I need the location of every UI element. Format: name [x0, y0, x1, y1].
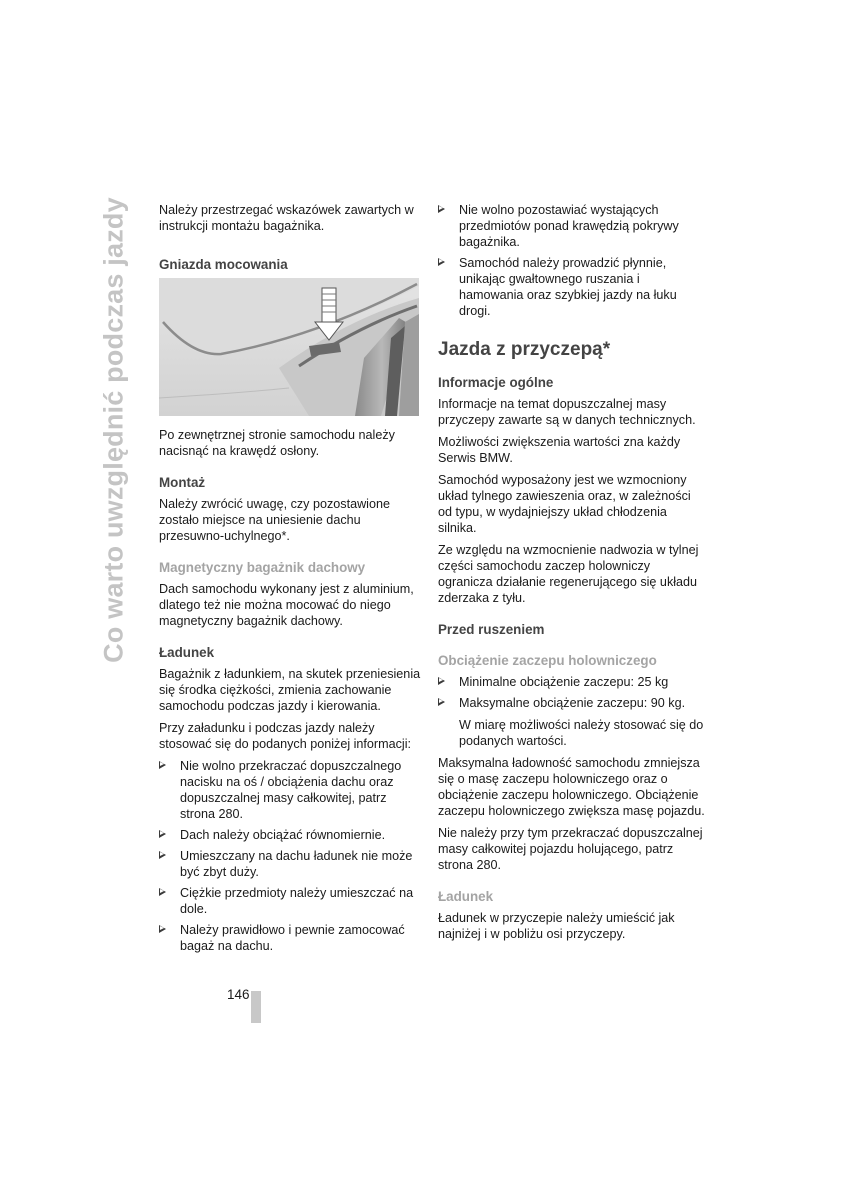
obciazenie-note: W miarę możliwości należy stosować się do podanych wartości. — [459, 718, 704, 748]
triangle-bullet-icon — [438, 205, 445, 213]
triangle-bullet-icon — [159, 830, 166, 838]
triangle-bullet-icon — [438, 258, 445, 266]
informacje-p3: Samochód wyposażony jest we wzmocniony układ tylnego zawieszenia oraz, w zależności od typu, w wydajniejszy układ chłodzenia silnika. — [438, 473, 691, 535]
ladunek-p2: Przy załadunku i podczas jazdy należy stosować się do podanych poniżej informacji: — [159, 721, 412, 751]
triangle-bullet-icon — [159, 851, 166, 859]
heading-przed: Przed ruszeniem — [438, 622, 545, 637]
heading-ladunek: Ładunek — [159, 645, 215, 660]
triangle-bullet-icon — [438, 698, 445, 706]
figure-caption: Po zewnętrznej stronie samochodu należy nacisnąć na krawędź osłony. — [159, 428, 395, 458]
triangle-bullet-icon — [159, 888, 166, 896]
section-title: Jazda z przyczepą* — [438, 339, 611, 360]
roof-bullet-list — [438, 202, 706, 319]
list-item: Nie wolno przekraczać dopuszczalnego nacisku na oś / obciążenia dachu oraz dopuszczalnej masy całkowitej, patrz strona 280. — [159, 758, 421, 822]
list-item: Minimalne obciążenie zaczepu: 25 kg — [438, 674, 706, 690]
triangle-bullet-icon — [159, 761, 166, 769]
list-item: Samochód należy prowadzić płynnie, unikając gwałtownego ruszania i hamowania oraz szybkiej jazdy na łuku drogi. — [438, 255, 706, 319]
informacje-p1: Informacje na temat dopuszczalnej masy przyczepy zawarte są w danych technicznych. — [438, 397, 696, 427]
triangle-bullet-icon — [438, 677, 445, 685]
page-number: 146 — [227, 987, 250, 1002]
intro-text: Należy przestrzegać wskazówek zawartych w instrukcji montażu bagażnika. — [159, 203, 414, 233]
list-item: Nie wolno pozostawiać wystających przedmiotów ponad krawędzią pokrywy bagażnika. — [438, 202, 706, 250]
chapter-sidebar — [86, 197, 142, 663]
informacje-p4: Ze względu na wzmocnienie nadwozia w tylnej części samochodu zaczep holowniczy ogranicza działanie regenerującego się układu zderzaka z tyłu. — [438, 543, 699, 605]
obciazenie-p2: Nie należy przy tym przekraczać dopuszczalnej masy całkowitej pojazdu holującego, patrz strona 280. — [438, 826, 703, 872]
magnetyczny-text: Dach samochodu wykonany jest z aluminium, dlatego też nie można mocować do niego magnetyczny bagażnik dachowy. — [159, 582, 414, 628]
obciazenie-p1: Maksymalna ładowność samochodu zmniejsza się o masę zaczepu holowniczego oraz o obciążenie zaczepu holowniczego. Obciążenie zaczepu holowniczego zwiększa masę pojazdu. — [438, 756, 705, 818]
list-item: Umieszczany na dachu ładunek nie może być zbyt duży. — [159, 848, 421, 880]
list-item: Dach należy obciążać równomiernie. — [159, 827, 421, 843]
left-column — [159, 202, 421, 960]
list-item: Należy prawidłowo i pewnie zamocować bagaż na dachu. — [159, 922, 421, 954]
obciazenie-bullet-list — [438, 674, 706, 711]
ladunek-p1: Bagażnik z ładunkiem, na skutek przeniesienia się środka ciężkości, zmienia zachowanie samochodu podczas jazdy i kierowania. — [159, 667, 421, 713]
heading-magnetyczny: Magnetyczny bagażnik dachowy — [159, 560, 366, 575]
right-column — [438, 202, 706, 948]
triangle-bullet-icon — [159, 925, 166, 933]
heading-informacje: Informacje ogólne — [438, 375, 554, 390]
ladunek-bullet-list — [159, 758, 421, 954]
list-item: Maksymalne obciążenie zaczepu: 90 kg. — [438, 695, 706, 711]
heading-gniazda: Gniazda mocowania — [159, 257, 288, 272]
informacje-p2: Możliwości zwiększenia wartości zna każdy Serwis BMW. — [438, 435, 681, 465]
heading-montaz: Montaż — [159, 475, 206, 490]
list-item: Ciężkie przedmioty należy umieszczać na dole. — [159, 885, 421, 917]
page-marker-bar — [251, 991, 261, 1023]
chapter-title: Co warto uwzględnić podczas jazdy — [98, 197, 129, 663]
ladunek-przyczepa-text: Ładunek w przyczepie należy umieścić jak najniżej i w pobliżu osi przyczepy. — [438, 911, 675, 941]
montaz-text: Należy zwrócić uwagę, czy pozostawione zostało miejsce na uniesienie dachu przesuwno-uchylnego*. — [159, 497, 390, 543]
heading-ladunek-przyczepa: Ładunek — [438, 889, 494, 904]
roof-mounting-point-photo — [159, 278, 419, 416]
heading-obciazenie: Obciążenie zaczepu holowniczego — [438, 653, 657, 668]
